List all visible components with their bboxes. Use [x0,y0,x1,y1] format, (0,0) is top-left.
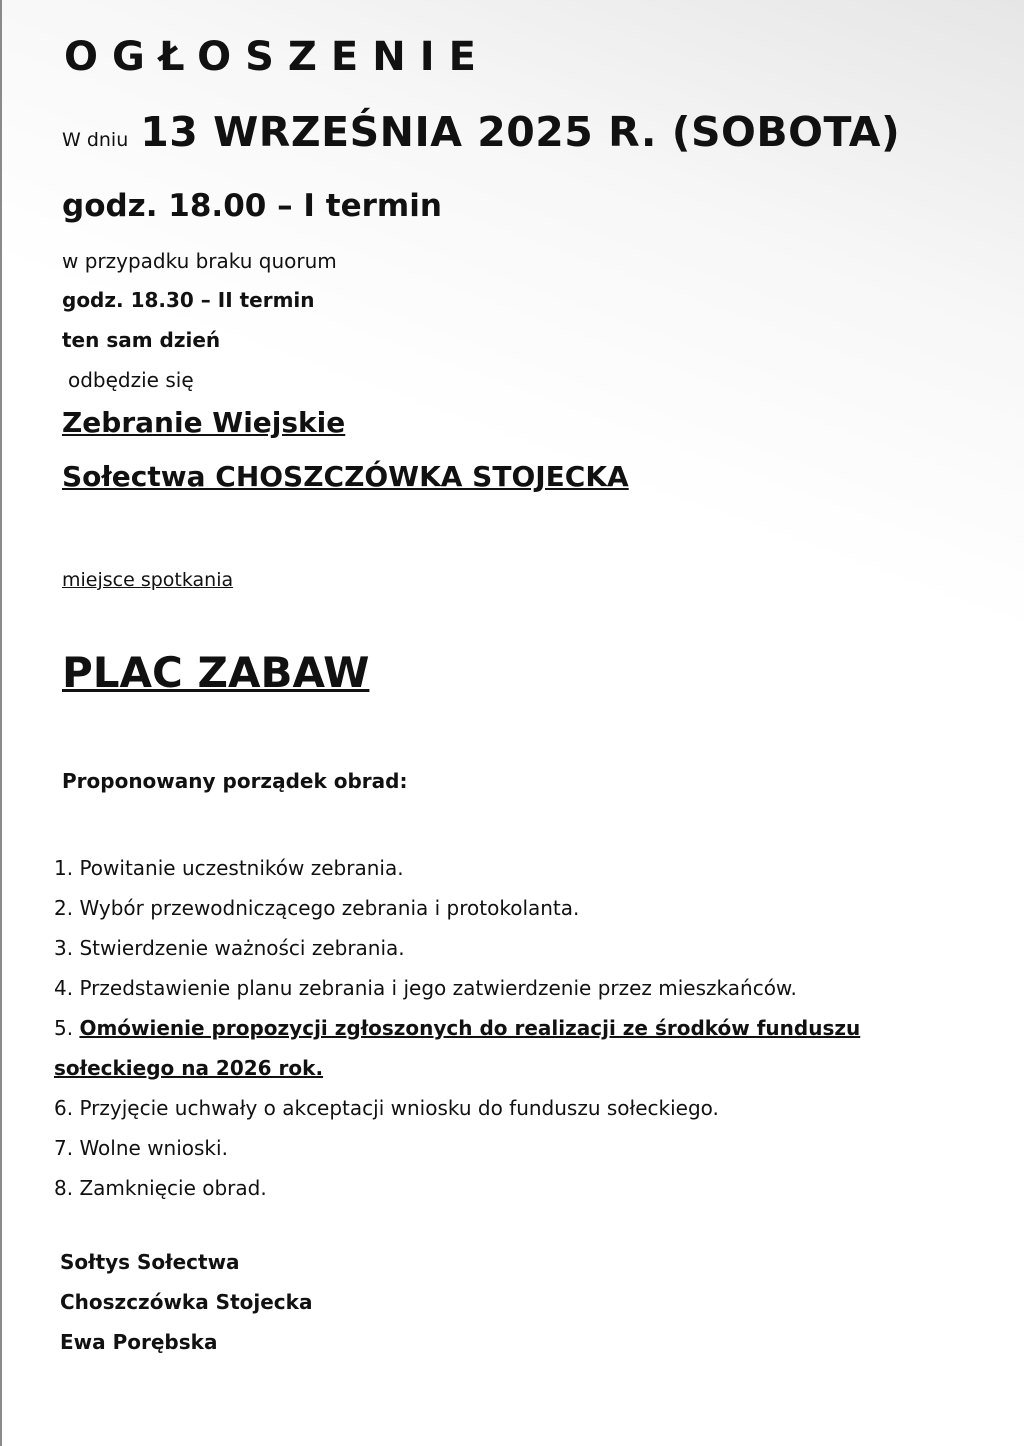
agenda-item-number: 1. [54,856,74,880]
agenda-item-text: Powitanie uczestników zebrania. [79,856,404,880]
agenda-item-number: 7. [54,1136,74,1160]
agenda-item-text: Przedstawienie planu zebrania i jego zatwierdzenie przez mieszkańców. [79,976,797,1000]
agenda-item [54,968,974,1008]
agenda-item-number: 8. [54,1176,74,1200]
meeting-date: 13 WRZEŚNIA 2025 R. (SOBOTA) [140,108,901,156]
same-day-note: ten sam dzień [62,328,221,352]
will-take-place-text: odbędzie się [68,368,194,392]
agenda-item-number: 4. [54,976,74,1000]
agenda-item [54,1168,974,1208]
agenda-item-number: 3. [54,936,74,960]
agenda-item [54,848,974,888]
date-prefix: W dniu [62,129,129,151]
agenda-item-text: Wolne wnioski. [79,1136,228,1160]
agenda-item [54,1128,974,1168]
agenda-item-number: 5. [54,1016,74,1040]
meeting-name: Zebranie Wiejskie [62,406,346,439]
agenda-item [54,928,974,968]
agenda-item-text: Wybór przewodniczącego zebrania i protokolanta. [79,896,580,920]
first-term-time: godz. 18.00 – I termin [62,188,442,224]
agenda-item-text: Przyjęcie uchwały o akceptacji wniosku do funduszu sołeckiego. [79,1096,719,1120]
signature-village: Choszczówka Stojecka [60,1290,313,1314]
agenda-item-text: Zamknięcie obrad. [79,1176,267,1200]
second-term-time: godz. 18.30 – II termin [62,288,315,312]
agenda-item [54,888,974,928]
signature-name: Ewa Porębska [60,1330,218,1354]
agenda-item-highlighted [54,1008,974,1088]
signature-role: Sołtys Sołectwa [60,1250,240,1274]
notice-title: OGŁOSZENIE [64,34,490,80]
agenda-item-text: Stwierdzenie ważności zebrania. [79,936,405,960]
agenda-heading: Proponowany porządek obrad: [62,769,408,793]
agenda-item-text: Omówienie propozycji zgłoszonych do realizacji ze środków funduszu sołeckiego na 2026 rok. [54,1016,861,1080]
village-name: Sołectwa CHOSZCZÓWKA STOJECKA [62,460,629,493]
date-line [62,108,900,156]
quorum-note: w przypadku braku quorum [62,249,337,273]
place-name: PLAC ZABAW [62,648,370,697]
agenda-list [54,848,974,1208]
agenda-item [54,1088,974,1128]
agenda-item-number: 2. [54,896,74,920]
place-label: miejsce spotkania [62,569,234,591]
agenda-item-number: 6. [54,1096,74,1120]
